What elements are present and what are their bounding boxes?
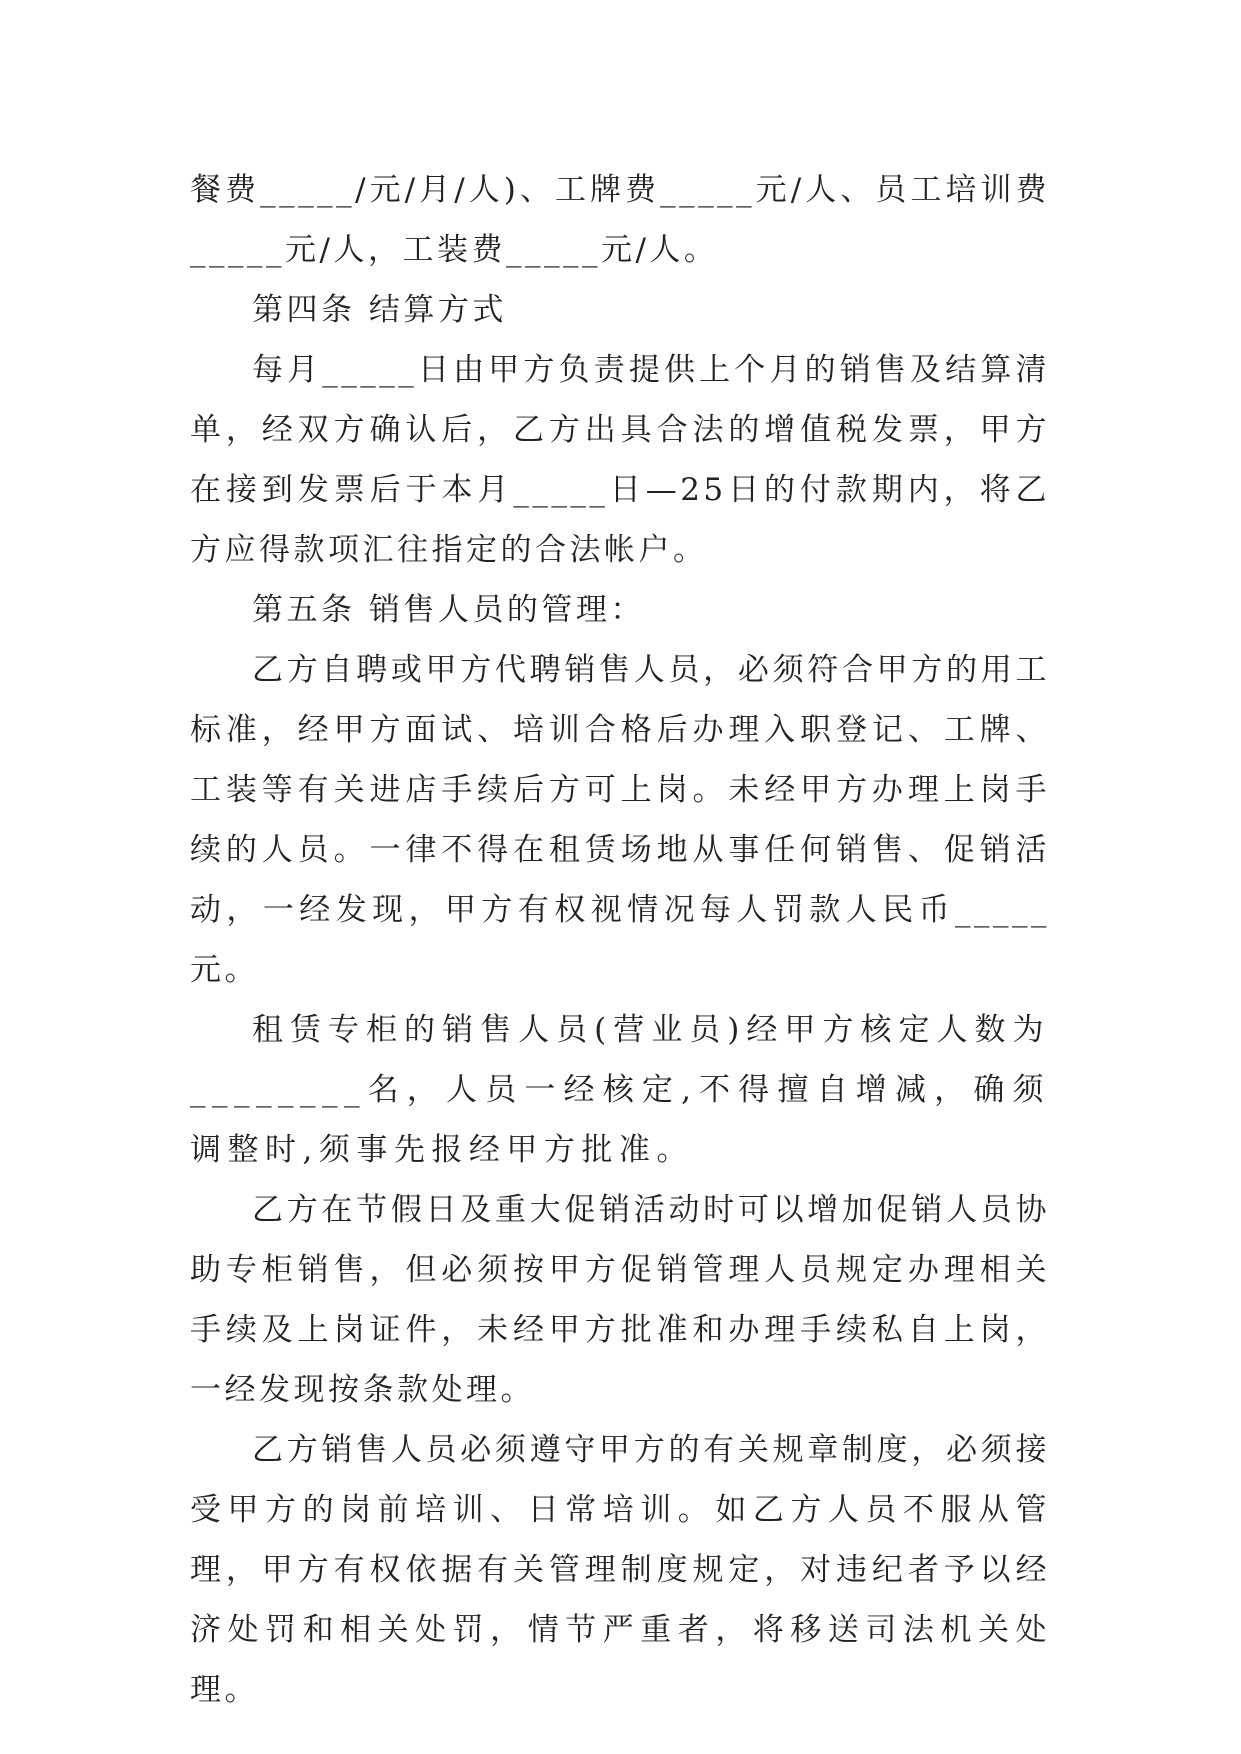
paragraph-holiday-promotion: 乙方在节假日及重大促销活动时可以增加促销人员协助专柜销售，但必须按甲方促销管理人员规定办理相关手续及上岗证件，未经甲方批准和办理手续私自上岗，一经发现按条款处理。 bbox=[190, 1192, 1050, 1408]
paragraph-rules-compliance: 乙方销售人员必须遵守甲方的有关规章制度，必须接受甲方的岗前培训、日常培训。如乙方人员不服从管理，甲方有权依据有关管理制度规定，对违纪者予以经济处罚和相关处罚，情节严重者，将移送司法机关处理。 bbox=[190, 1432, 1050, 1708]
paragraph-fees: 餐费_____/元/月/人)、工牌费_____元/人、员工培训费_____元/人，工装费_____元/人。 bbox=[190, 172, 1050, 268]
document-body bbox=[190, 160, 1050, 1720]
paragraph-staff-count: 租赁专柜的销售人员(营业员)经甲方核定人数为________名，人员一经核定,不得擅自增减，确须调整时,须事先报经甲方批准。 bbox=[190, 1012, 1050, 1168]
paragraph-staff-hiring: 乙方自聘或甲方代聘销售人员，必须符合甲方的用工标准，经甲方面试、培训合格后办理入职登记、工牌、工装等有关进店手续后方可上岗。未经甲方办理上岗手续的人员。一律不得在租赁场地从事任何销售、促销活动，一经发现，甲方有权视情况每人罚款人民币_____元。 bbox=[190, 652, 1050, 988]
heading-article-4: 第四条 结算方式 bbox=[252, 292, 507, 328]
heading-article-5: 第五条 销售人员的管理： bbox=[252, 592, 645, 628]
paragraph-settlement: 每月_____日由甲方负责提供上个月的销售及结算清单，经双方确认后，乙方出具合法的增值税发票，甲方在接到发票后于本月_____日—25日的付款期内，将乙方应得款项汇往指定的合法帐户。 bbox=[190, 352, 1050, 568]
